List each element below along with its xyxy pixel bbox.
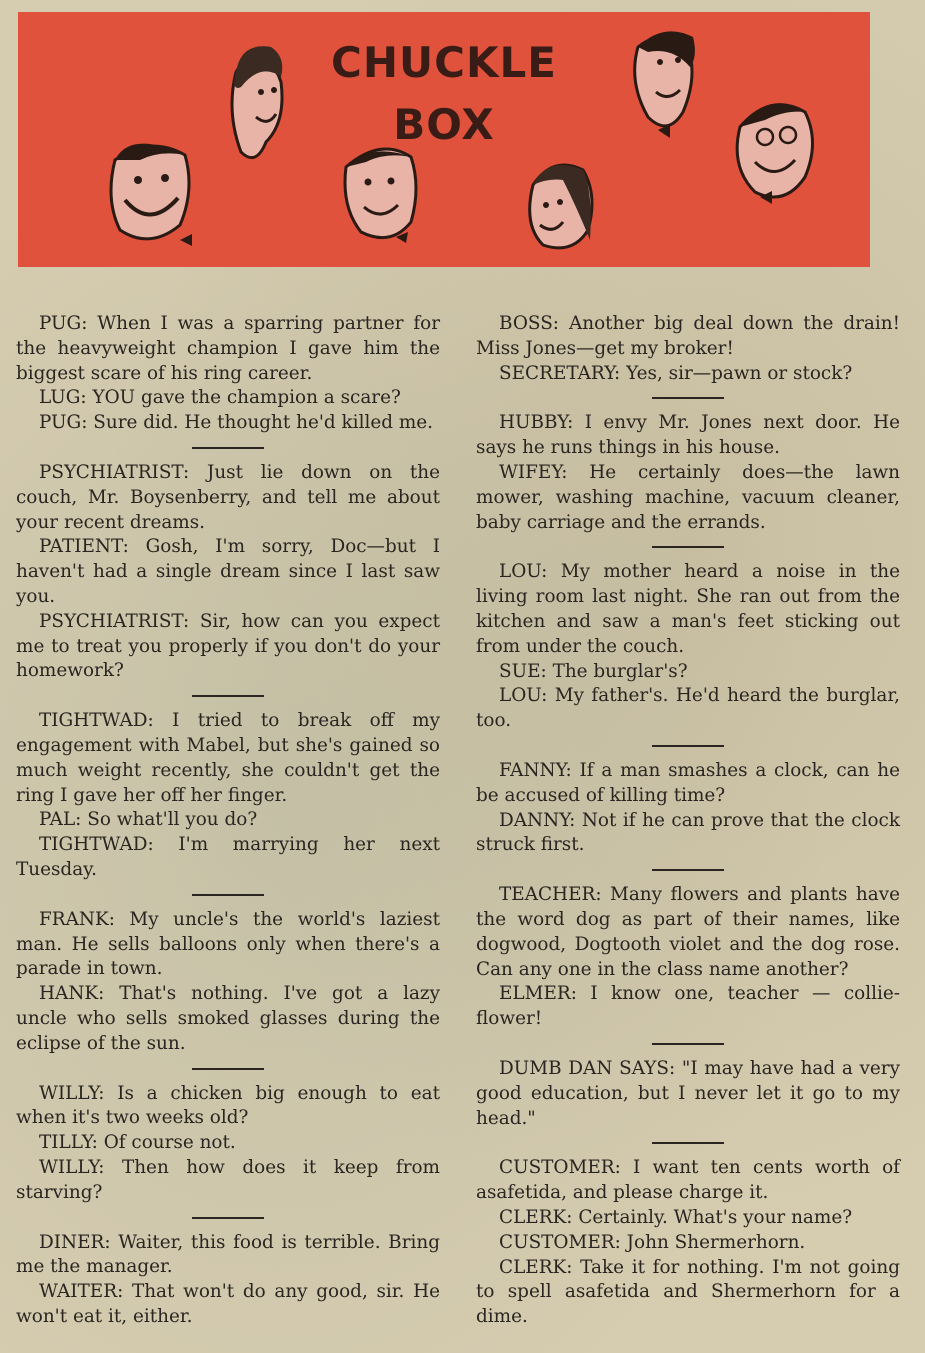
woman-face-icon — [216, 32, 296, 162]
joke-line: DINER: Waiter, this food is terrible. Bring me the manager. — [16, 1231, 440, 1278]
joke-line: DANNY: Not if he can prove that the clock struck first. — [476, 809, 900, 856]
grinning-man-face-icon — [100, 130, 200, 250]
joke-separator — [192, 894, 264, 896]
joke-line: PSYCHIATRIST: Sir, how can you expect me to treat you properly if you don't do your homework? — [16, 610, 440, 682]
joke-line: LUG: YOU gave the champion a scare? — [39, 387, 401, 409]
joke-separator — [652, 869, 724, 871]
joke-line: WILLY: Is a chicken big enough to eat when it's two weeks old? — [16, 1082, 440, 1129]
joke-block — [476, 312, 900, 386]
joke-line: ELMER: I know one, teacher — collie-flower! — [476, 983, 900, 1030]
joke-line: PSYCHIATRIST: Just lie down on the couch, Mr. Boysenberry, and tell me about your recent dreams. — [16, 461, 440, 533]
joke-block — [476, 883, 900, 1032]
joke-line: PUG: When I was a sparring partner for the heavyweight champion I gave him the biggest scare of his ring career. — [16, 313, 440, 384]
joke-block — [476, 560, 900, 734]
joke-block — [476, 1057, 900, 1131]
joke-line: SECRETARY: Yes, sir—pawn or stock? — [499, 362, 853, 384]
joke-line: LOU: My father's. He'd heard the burglar, too. — [476, 685, 900, 732]
joke-line: WIFEY: He certainly does—the lawn mower, washing machine, vacuum cleaner, baby carriage and the errands. — [476, 461, 900, 533]
joke-line: PAL: So what'll you do? — [39, 809, 258, 831]
joke-block — [476, 1156, 900, 1330]
joke-line: CLERK: Certainly. What's your name? — [499, 1206, 853, 1228]
joke-line: HANK: That's nothing. I've got a lazy uncle who sells smoked glasses during the eclipse of the sun. — [16, 983, 440, 1054]
joke-separator — [192, 1217, 264, 1219]
joke-separator — [652, 546, 724, 548]
joke-separator — [652, 745, 724, 747]
joke-separator — [652, 1043, 724, 1045]
joke-block — [16, 312, 440, 436]
joke-separator — [192, 1068, 264, 1070]
joke-block — [476, 759, 900, 858]
joke-line: DUMB DAN SAYS: "I may have had a very good education, but I never let it go to my head." — [476, 1057, 900, 1129]
joke-line: TIGHTWAD: I'm marrying her next Tuesday. — [16, 834, 440, 880]
joke-line: CUSTOMER: John Shermerhorn. — [499, 1231, 806, 1253]
joke-line: PATIENT: Gosh, I'm sorry, Doc—but I haven't had a single dream since I last saw you. — [16, 536, 440, 607]
smiling-man-face-icon — [336, 137, 426, 247]
joke-block — [16, 709, 440, 883]
joke-line: TILLY: Of course not. — [39, 1132, 236, 1154]
joke-line: TEACHER: Many flowers and plants have the word dog as part of their names, like dogwood, Dogtooth violet and the dog rose. Can any one in the class name another? — [476, 884, 900, 980]
joke-line: CUSTOMER: I want ten cents worth of asafetida, and please charge it. — [476, 1157, 900, 1204]
joke-line: HUBBY: I envy Mr. Jones next door. He says he runs things in his house. — [476, 412, 900, 459]
joke-separator — [192, 695, 264, 697]
joke-block — [16, 908, 440, 1057]
joke-block — [16, 1082, 440, 1206]
glasses-man-face-icon — [730, 92, 820, 212]
joke-line: BOSS: Another big deal down the drain! Miss Jones—get my broker! — [476, 313, 900, 359]
joke-line: SUE: The burglar's? — [499, 660, 688, 682]
joke-separator — [192, 447, 264, 449]
joke-line: WAITER: That won't do any good, sir. He won't eat it, either. — [16, 1281, 440, 1327]
joke-line: WILLY: Then how does it keep from starving? — [16, 1156, 440, 1203]
joke-line: FRANK: My uncle's the world's laziest man. He sells balloons only when there's a parade in town. — [16, 908, 440, 980]
banner-title-line2: BOX — [393, 100, 495, 149]
joke-block — [16, 461, 440, 684]
joke-line: FANNY: If a man smashes a clock, can he be accused of killing time? — [476, 759, 900, 806]
long-nose-man-face-icon — [618, 22, 708, 142]
joke-block — [476, 411, 900, 535]
joke-block — [16, 1231, 440, 1330]
joke-line: LOU: My mother heard a noise in the living room last night. She ran out from the kitchen and saw a man's feet sticking out from under the couch. — [476, 561, 900, 657]
girl-face-icon — [518, 150, 603, 260]
left-column — [16, 312, 440, 1330]
joke-separator — [652, 1142, 724, 1144]
banner-title-line1: CHUCKLE — [331, 38, 557, 87]
joke-separator — [652, 397, 724, 399]
joke-line: PUG: Sure did. He thought he'd killed me. — [39, 412, 433, 434]
jokes-columns — [16, 312, 906, 1342]
joke-line: TIGHTWAD: I tried to break off my engagement with Mabel, but she's gained so much weight recently, she couldn't get the ring I gave her off her finger. — [16, 710, 440, 806]
right-column — [476, 312, 900, 1330]
joke-line: CLERK: Take it for nothing. I'm not going to spell asafetida and Shermerhorn for a dime. — [476, 1256, 900, 1328]
chuckle-box-banner — [18, 12, 870, 267]
